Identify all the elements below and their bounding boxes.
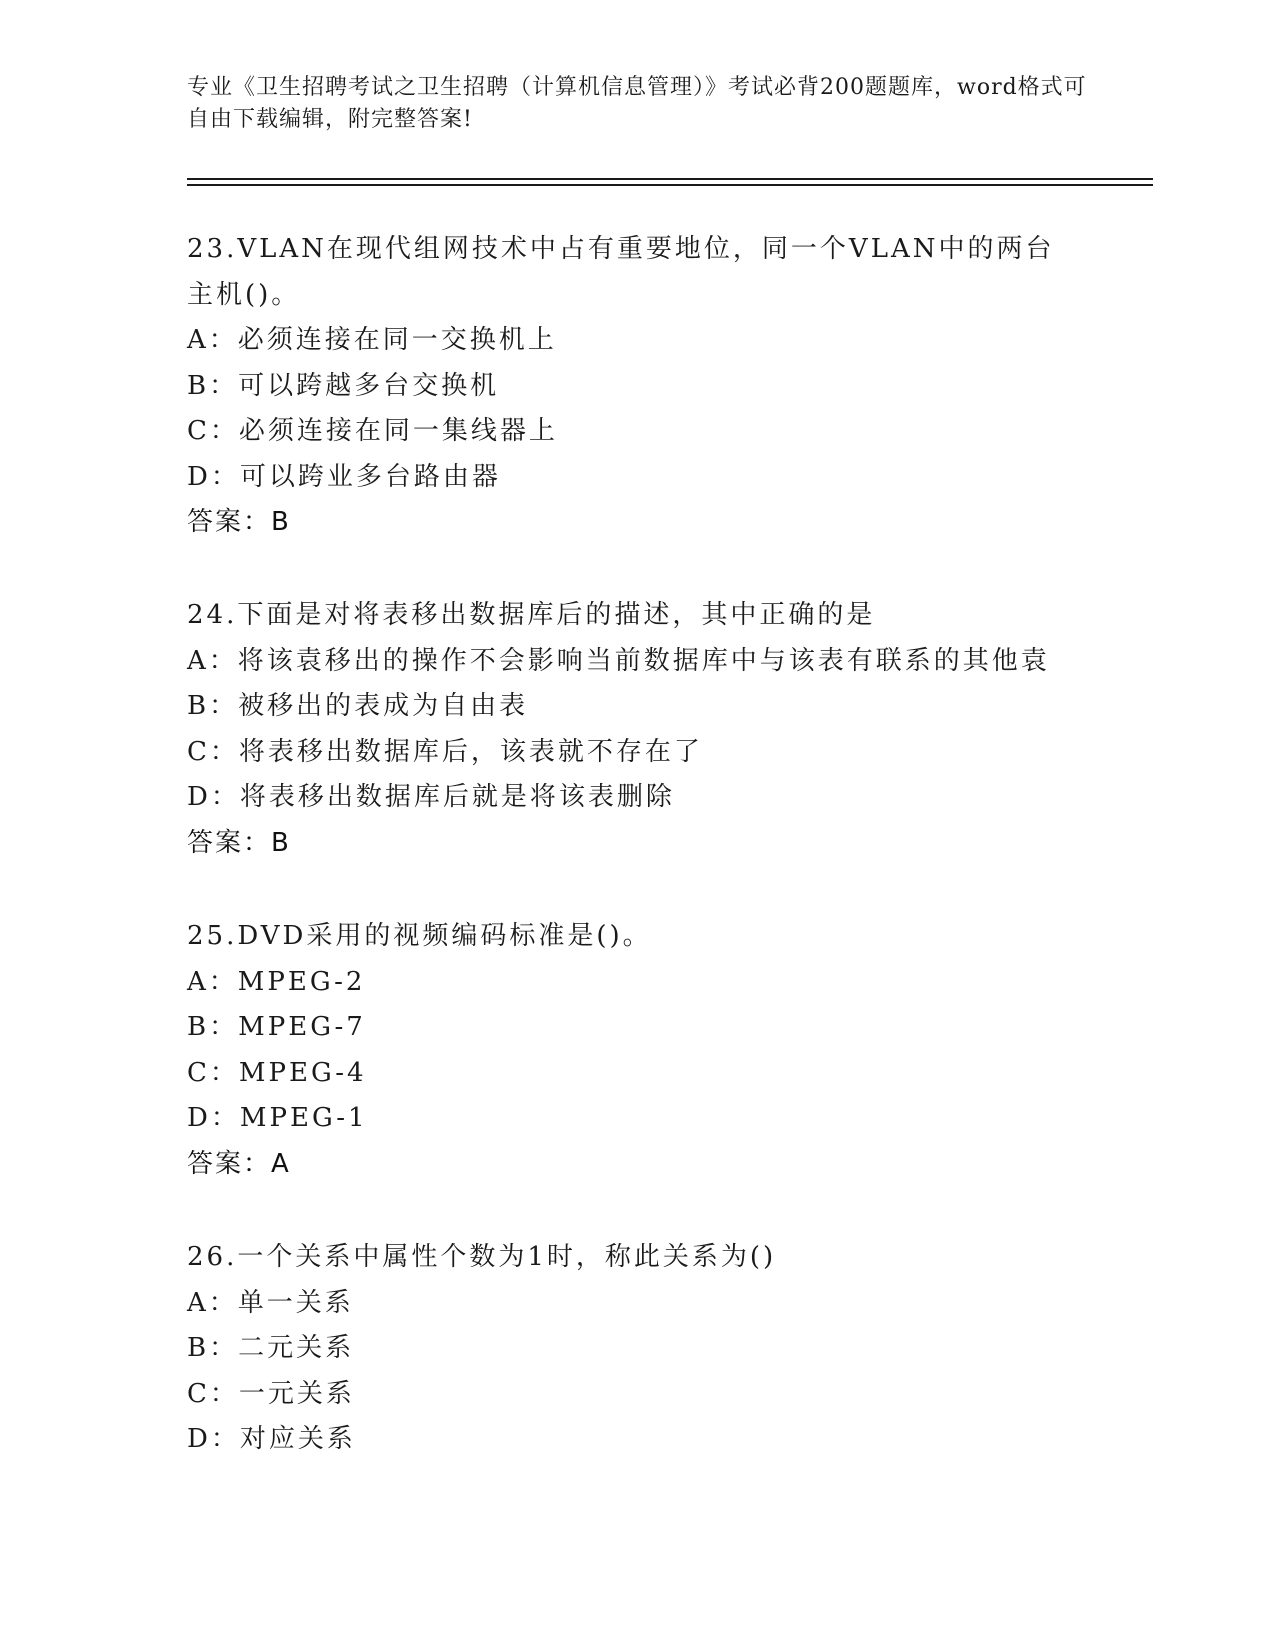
document-header [187, 72, 1097, 136]
option-a: A：将该袁移出的操作不会影响当前数据库中与该表有联系的其他袁 [187, 645, 1050, 676]
question-23 [187, 227, 1067, 546]
option-a: A：MPEG-2 [187, 966, 366, 997]
answer-line: 答案：A [187, 1148, 291, 1179]
option-a: A：必须连接在同一交换机上 [187, 325, 557, 355]
answer-line: 答案：B [187, 507, 291, 537]
header-text: 专业《卫生招聘考试之卫生招聘（计算机信息管理）》考试必背200题题库，word格式可自由下载编辑，附完整答案! [187, 75, 1087, 132]
question-stem: 26.一个关系中属性个数为1时，称此关系为() [187, 1242, 777, 1272]
option-b: B：被移出的表成为自由表 [187, 691, 529, 721]
option-d: D：对应关系 [187, 1424, 356, 1454]
question-25 [187, 914, 1067, 1187]
option-d: D：MPEG-1 [187, 1103, 368, 1133]
option-c: C：一元关系 [187, 1378, 355, 1409]
option-c: C：将表移出数据库后，该表就不存在了 [187, 736, 703, 767]
option-b: B：MPEG-7 [187, 1012, 366, 1042]
option-b: B：可以跨越多台交换机 [187, 370, 500, 401]
option-b: B：二元关系 [187, 1333, 355, 1363]
question-stem: 23.VLAN在现代组网技术中占有重要地位，同一个VLAN中的两台主机()。 [187, 234, 1055, 310]
question-stem: 25.DVD采用的视频编码标准是()。 [187, 921, 652, 951]
question-stem: 24.下面是对将表移出数据库后的描述，其中正确的是 [187, 600, 876, 630]
header-divider-bottom [187, 184, 1153, 186]
option-d: D：可以跨业多台路由器 [187, 461, 501, 492]
option-c: C：必须连接在同一集线器上 [187, 416, 558, 446]
question-24 [187, 593, 1067, 866]
option-a: A：单一关系 [187, 1287, 354, 1318]
option-d: D：将表移出数据库后就是将该表删除 [187, 782, 675, 812]
question-26 [187, 1235, 1067, 1463]
option-c: C：MPEG-4 [187, 1057, 367, 1088]
header-divider-top [187, 178, 1153, 180]
answer-line: 答案：B [187, 827, 291, 858]
